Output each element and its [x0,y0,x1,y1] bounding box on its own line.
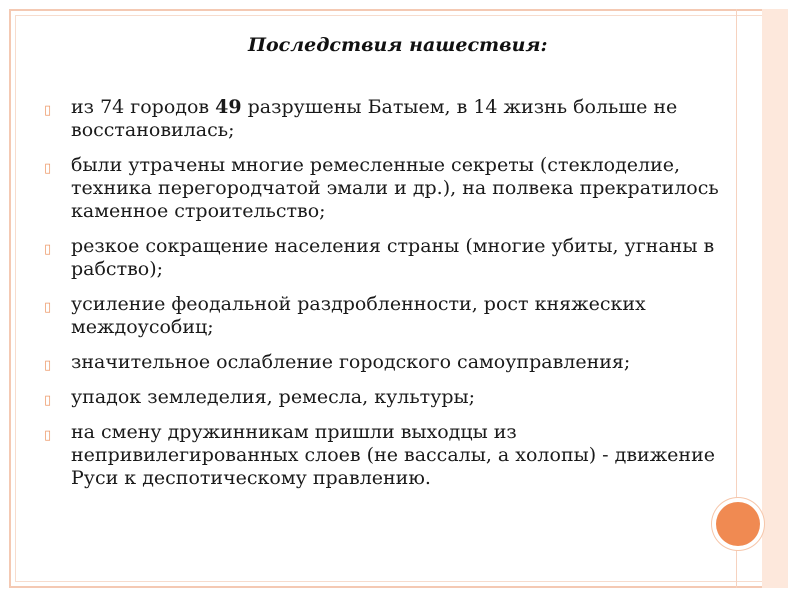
bullet-marker-icon: ▯ [44,393,52,408]
bullet-item-5 [44,351,734,374]
bullet-item-6 [44,386,734,409]
bullet-list [44,96,734,502]
bullet-item-7 [44,421,734,490]
bullet-text: резкое сокращение населения страны (многие убиты, угнаны в рабство); [71,235,715,280]
bullet-item-1 [44,96,734,142]
bullet-item-3 [44,235,734,281]
bullet-marker-icon: ▯ [44,103,52,118]
bullet-marker-icon: ▯ [44,242,52,257]
bullet-marker-icon: ▯ [44,161,52,176]
bullet-text: на смену дружинникам пришли выходцы из непривилегированных слоев (не вассалы, а холопы) - движение Руси к деспотическому правлению. [71,421,715,489]
bullet-text-post: разрушены Батыем, в 14 жизнь больше не восстановилась; [71,96,678,141]
bullet-text: были утрачены многие ремесленные секреты (стеклоделие, техника перегородчатой эмали и др.), на полвека прекратилось каменное строительство; [71,154,719,222]
right-decor-band [762,9,788,588]
slide-title: Последствия нашествия: [248,34,548,56]
bullet-text: значительное ослабление городского самоуправления; [71,351,631,373]
bullet-text-pre: из 74 городов [71,96,216,118]
bullet-text-bold-number: 49 [215,96,242,118]
bullet-marker-icon: ▯ [44,300,52,315]
bullet-item-2 [44,154,734,223]
bullet-item-4 [44,293,734,339]
bullet-text: упадок земледелия, ремесла, культуры; [71,386,476,408]
bullet-marker-icon: ▯ [44,358,52,373]
bullet-text: усиление феодальной раздробленности, рост княжеских междоусобиц; [71,293,646,338]
accent-circle-decoration [716,502,760,546]
bullet-marker-icon: ▯ [44,428,52,443]
